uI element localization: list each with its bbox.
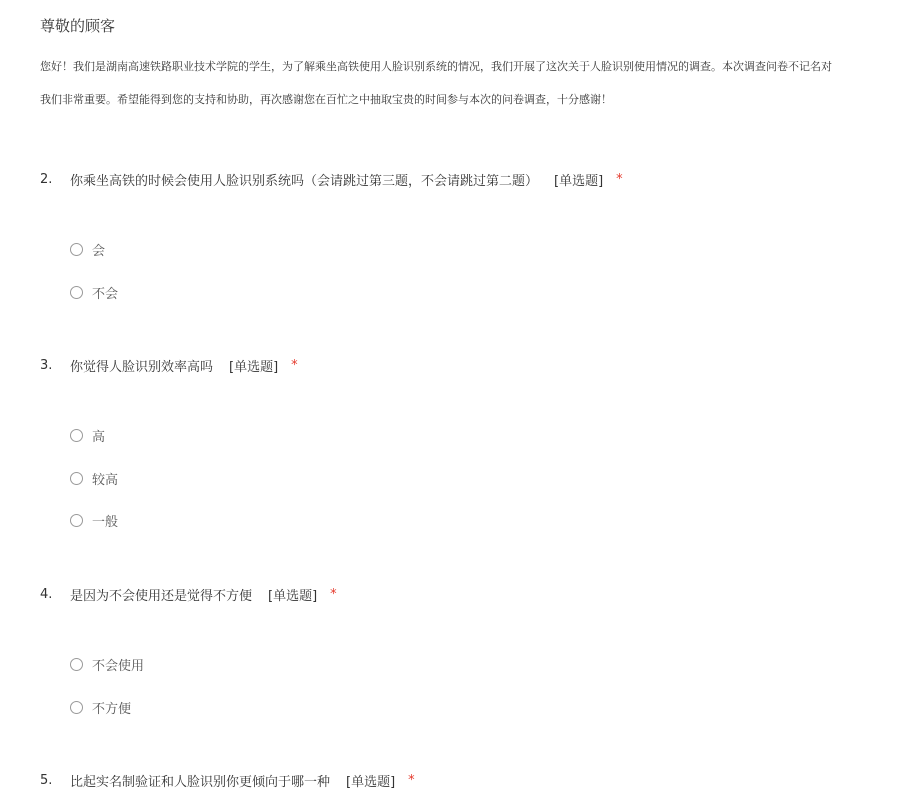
radio-button[interactable] — [70, 658, 83, 671]
required-marker: * — [616, 172, 623, 187]
question-type-label: [单选题] — [268, 589, 318, 604]
option-label: 不会使用 — [92, 659, 145, 674]
option-label: 一般 — [92, 515, 119, 530]
question-4-title — [40, 585, 337, 604]
option-label: 会 — [92, 244, 106, 259]
question-text: 比起实名制验证和人脸识别你更倾向于哪一种 — [70, 775, 331, 790]
q3-option-3[interactable] — [70, 511, 118, 530]
question-number: 3. — [40, 358, 53, 373]
question-number: 5. — [40, 773, 53, 788]
radio-button[interactable] — [70, 472, 83, 485]
option-label: 较高 — [92, 473, 119, 488]
radio-button[interactable] — [70, 701, 83, 714]
option-label: 高 — [92, 430, 106, 445]
question-3-title — [40, 356, 298, 375]
question-5-title — [40, 771, 415, 790]
question-2-title — [40, 170, 623, 189]
radio-button[interactable] — [70, 243, 83, 256]
greeting-title: 尊敬的顾客 — [40, 17, 116, 35]
question-text: 你觉得人脸识别效率高吗 — [70, 360, 214, 375]
radio-button[interactable] — [70, 286, 83, 299]
required-marker: * — [330, 587, 337, 602]
q2-option-1[interactable] — [70, 240, 105, 259]
intro-text-line-1: 您好！我们是湖南高速铁路职业技术学院的学生，为了解乘坐高铁使用人脸识别系统的情况，我们开展了这次关于人脸识别使用情况的调查。本次调查问卷不记名对 — [40, 60, 832, 73]
question-text: 是因为不会使用还是觉得不方便 — [70, 589, 253, 604]
option-label: 不会 — [92, 287, 119, 302]
q4-option-2[interactable] — [70, 698, 131, 717]
question-type-label: [单选题] — [229, 360, 279, 375]
question-type-label: [单选题] — [346, 775, 396, 790]
question-type-label: [单选题] — [554, 174, 604, 189]
radio-button[interactable] — [70, 429, 83, 442]
option-label: 不方便 — [92, 702, 132, 717]
required-marker: * — [291, 358, 298, 373]
intro-text-line-2: 我们非常重要。希望能得到您的支持和协助，再次感谢您在百忙之中抽取宝贵的时间参与本次的问卷调查，十分感谢！ — [40, 93, 612, 106]
q3-option-1[interactable] — [70, 426, 105, 445]
required-marker: * — [408, 773, 415, 788]
question-number: 2. — [40, 172, 53, 187]
question-text: 你乘坐高铁的时候会使用人脸识别系统吗（会请跳过第三题，不会请跳过第二题） — [70, 174, 539, 189]
radio-button[interactable] — [70, 514, 83, 527]
q3-option-2[interactable] — [70, 469, 118, 488]
q2-option-2[interactable] — [70, 283, 118, 302]
q4-option-1[interactable] — [70, 655, 144, 674]
question-number: 4. — [40, 587, 53, 602]
